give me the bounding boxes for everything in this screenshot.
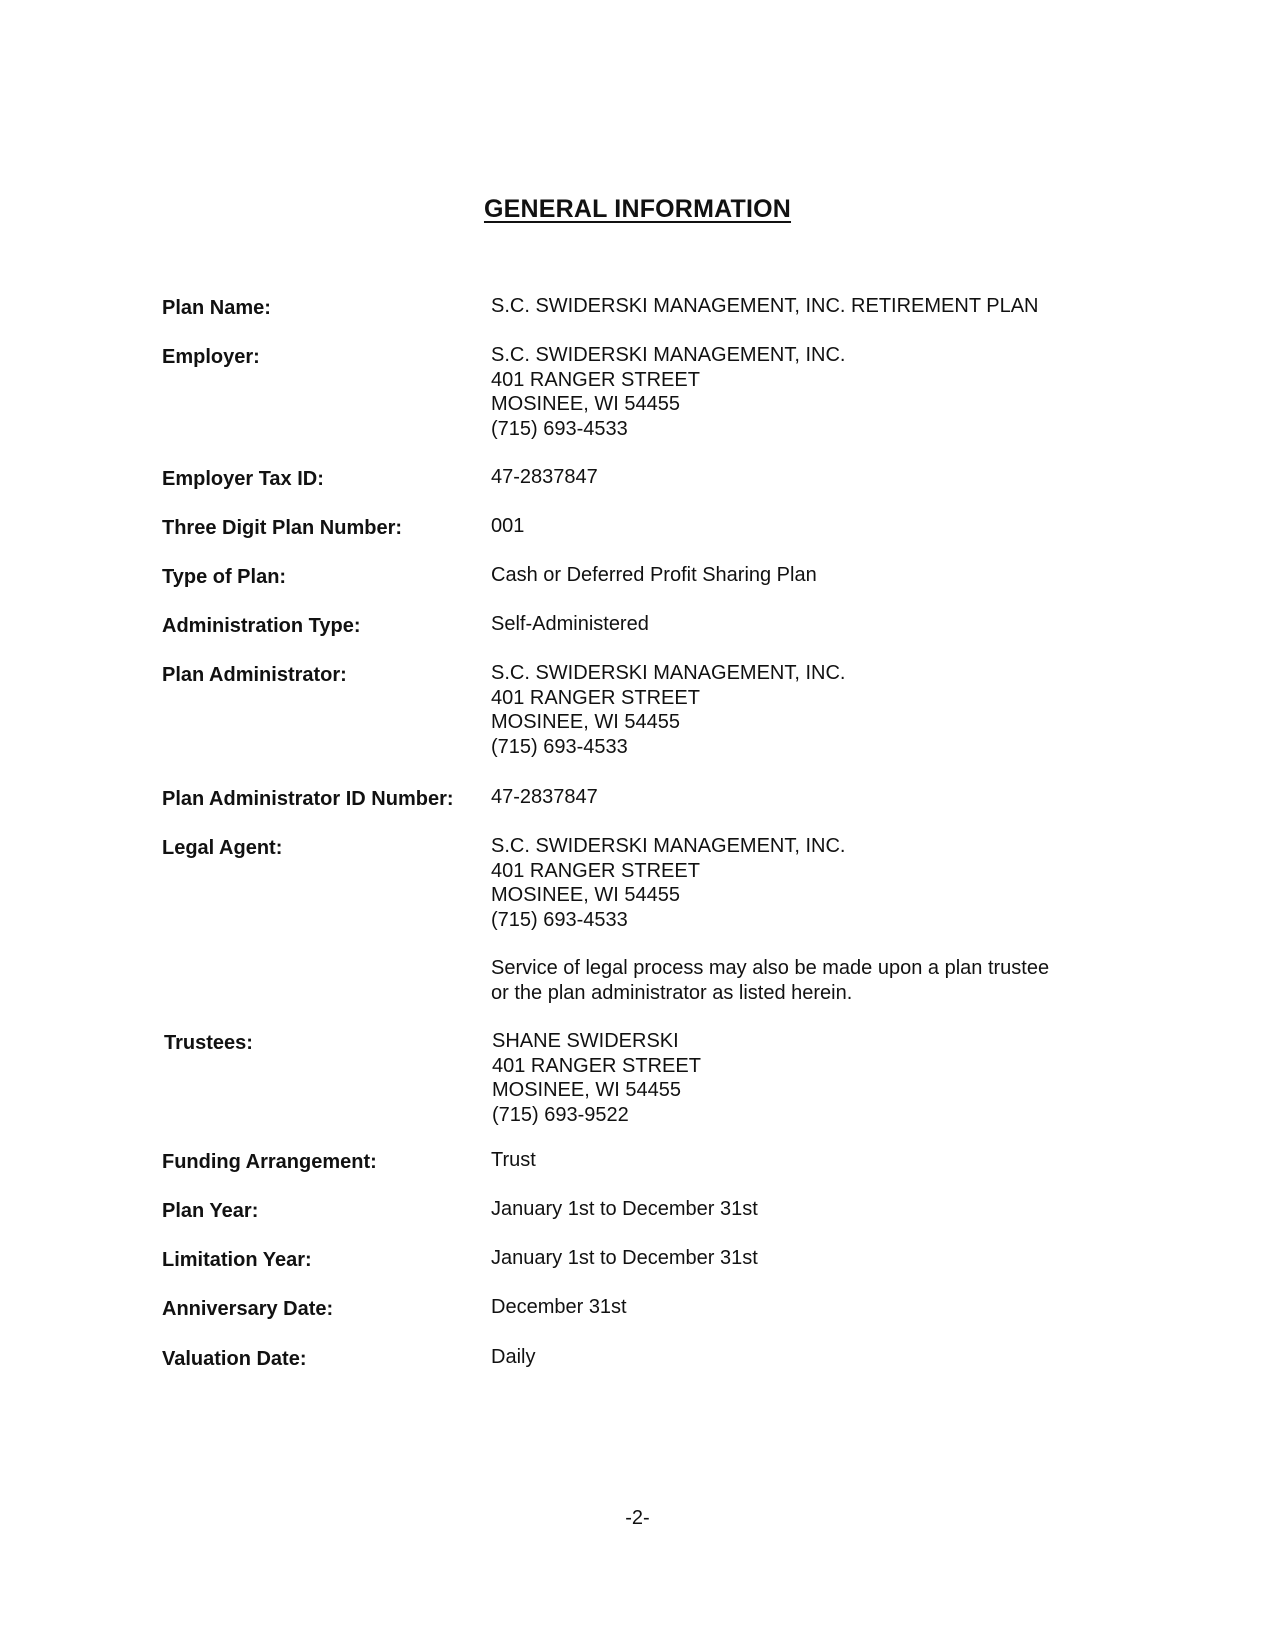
trustee-name-line: SHANE SWIDERSKI [492, 1030, 679, 1052]
plan-number-label: Three Digit Plan Number: [162, 517, 403, 539]
legal-agent-label: Legal Agent: [162, 837, 283, 859]
administration-type-value: Self-Administered [491, 613, 649, 635]
plan-name-value: S.C. SWIDERSKI MANAGEMENT, INC. RETIREMENT PLAN [491, 295, 1039, 317]
limitation-year-value: January 1st to December 31st [491, 1247, 758, 1269]
plan-number-value: 001 [491, 515, 525, 537]
page-title: GENERAL INFORMATION [483, 195, 792, 223]
employer-city-line: MOSINEE, WI 54455 [491, 393, 680, 415]
employer-tax-id-value: 47-2837847 [491, 466, 598, 488]
administration-type-label: Administration Type: [162, 615, 361, 637]
page-number: -2- [625, 1507, 650, 1529]
legal-process-note-line: Service of legal process may also be made upon a plan trustee [491, 957, 1050, 979]
employer-label: Employer: [162, 346, 260, 368]
trustee-city-line: MOSINEE, WI 54455 [492, 1079, 681, 1101]
legal-agent-name-line: S.C. SWIDERSKI MANAGEMENT, INC. [491, 835, 846, 857]
legal-agent-phone-line: (715) 693-4533 [491, 908, 628, 931]
employer-street-line: 401 RANGER STREET [491, 368, 700, 391]
plan-administrator-city-line: MOSINEE, WI 54455 [491, 711, 680, 733]
plan-type-label: Type of Plan: [162, 566, 287, 588]
legal-agent-address [491, 834, 1131, 1005]
legal-process-note [491, 956, 1131, 1005]
anniversary-date-label: Anniversary Date: [162, 1298, 334, 1320]
plan-administrator-label: Plan Administrator: [162, 664, 347, 686]
funding-arrangement-label: Funding Arrangement: [162, 1151, 377, 1173]
plan-administrator-name-line: S.C. SWIDERSKI MANAGEMENT, INC. [491, 662, 846, 684]
legal-agent-city-line: MOSINEE, WI 54455 [491, 884, 680, 906]
plan-year-value: January 1st to December 31st [491, 1198, 758, 1220]
plan-administrator-street-line: 401 RANGER STREET [491, 686, 700, 709]
employer-tax-id-label: Employer Tax ID: [162, 468, 324, 490]
plan-administrator-id-label: Plan Administrator ID Number: [162, 788, 454, 810]
valuation-date-value: Daily [491, 1346, 536, 1368]
plan-name-label: Plan Name: [162, 297, 271, 319]
plan-administrator-phone-line: (715) 693-4533 [491, 735, 628, 758]
limitation-year-label: Limitation Year: [162, 1249, 312, 1271]
trustees-address [492, 1029, 1132, 1127]
valuation-date-label: Valuation Date: [162, 1348, 307, 1370]
trustee-street-line: 401 RANGER STREET [492, 1054, 701, 1077]
employer-phone-line: (715) 693-4533 [491, 417, 628, 440]
anniversary-date-value: December 31st [491, 1296, 627, 1318]
trustees-label: Trustees: [164, 1032, 253, 1054]
employer-name-line: S.C. SWIDERSKI MANAGEMENT, INC. [491, 344, 846, 366]
plan-type-value: Cash or Deferred Profit Sharing Plan [491, 564, 817, 586]
plan-administrator-address [491, 661, 1131, 759]
legal-agent-street-line: 401 RANGER STREET [491, 859, 700, 882]
legal-process-note-line: or the plan administrator as listed herein. [491, 981, 853, 1004]
trustee-phone-line: (715) 693-9522 [492, 1103, 629, 1126]
plan-administrator-id-value: 47-2837847 [491, 786, 598, 808]
funding-arrangement-value: Trust [491, 1149, 536, 1171]
plan-year-label: Plan Year: [162, 1200, 259, 1222]
employer-address [491, 343, 1131, 441]
